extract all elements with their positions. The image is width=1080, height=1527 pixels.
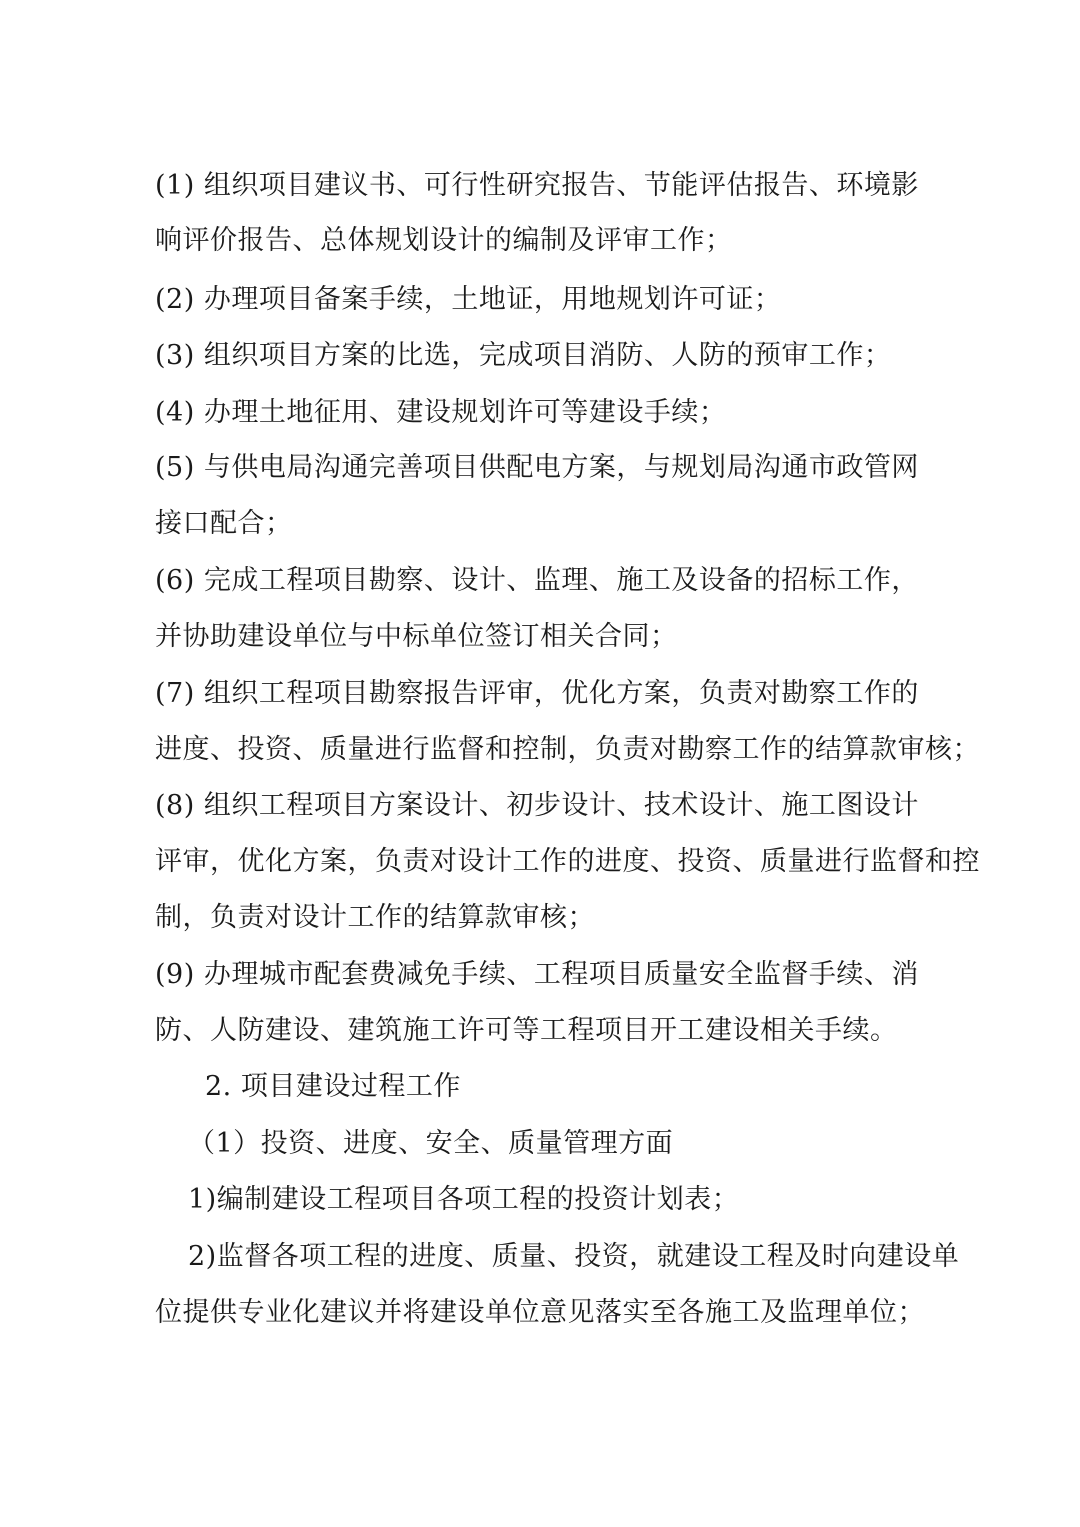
paragraph-line: (5) 与供电局沟通完善项目供配电方案，与规划局沟通市政管网 bbox=[155, 452, 919, 483]
paragraph-line: 进度、投资、质量进行监督和控制，负责对勘察工作的结算款审核； bbox=[155, 734, 980, 765]
paragraph-line: 2)监督各项工程的进度、质量、投资，就建设工程及时向建设单 bbox=[188, 1241, 960, 1272]
paragraph-line: 1)编制建设工程项目各项工程的投资计划表； bbox=[188, 1184, 740, 1215]
paragraph-line: 接口配合； bbox=[155, 508, 293, 539]
paragraph-line: (3) 组织项目方案的比选，完成项目消防、人防的预审工作； bbox=[155, 340, 892, 371]
subsection-heading: （1）投资、进度、安全、质量管理方面 bbox=[188, 1128, 674, 1159]
paragraph-line: (7) 组织工程项目勘察报告评审，优化方案，负责对勘察工作的 bbox=[155, 678, 919, 709]
paragraph-line: (8) 组织工程项目方案设计、初步设计、技术设计、施工图设计 bbox=[155, 790, 919, 821]
paragraph-line: (9) 办理城市配套费减免手续、工程项目质量安全监督手续、消 bbox=[155, 959, 919, 990]
paragraph-line: (2) 办理项目备案手续，土地证，用地规划许可证； bbox=[155, 284, 782, 315]
section-heading: 2. 项目建设过程工作 bbox=[205, 1071, 461, 1102]
paragraph-line: (4) 办理土地征用、建设规划许可等建设手续； bbox=[155, 397, 727, 428]
paragraph-line: 位提供专业化建议并将建设单位意见落实至各施工及监理单位； bbox=[155, 1297, 925, 1328]
paragraph-line: 响评价报告、总体规划设计的编制及评审工作； bbox=[155, 225, 733, 256]
paragraph-line: 防、人防建设、建筑施工许可等工程项目开工建设相关手续。 bbox=[155, 1015, 898, 1046]
paragraph-line: (1) 组织项目建议书、可行性研究报告、节能评估报告、环境影 bbox=[155, 170, 919, 201]
paragraph-line: 并协助建设单位与中标单位签订相关合同； bbox=[155, 621, 678, 652]
paragraph-line: 评审，优化方案，负责对设计工作的进度、投资、质量进行监督和控 bbox=[155, 846, 980, 877]
paragraph-line: 制，负责对设计工作的结算款审核； bbox=[155, 902, 595, 933]
paragraph-line: (6) 完成工程项目勘察、设计、监理、施工及设备的招标工作， bbox=[155, 565, 919, 596]
